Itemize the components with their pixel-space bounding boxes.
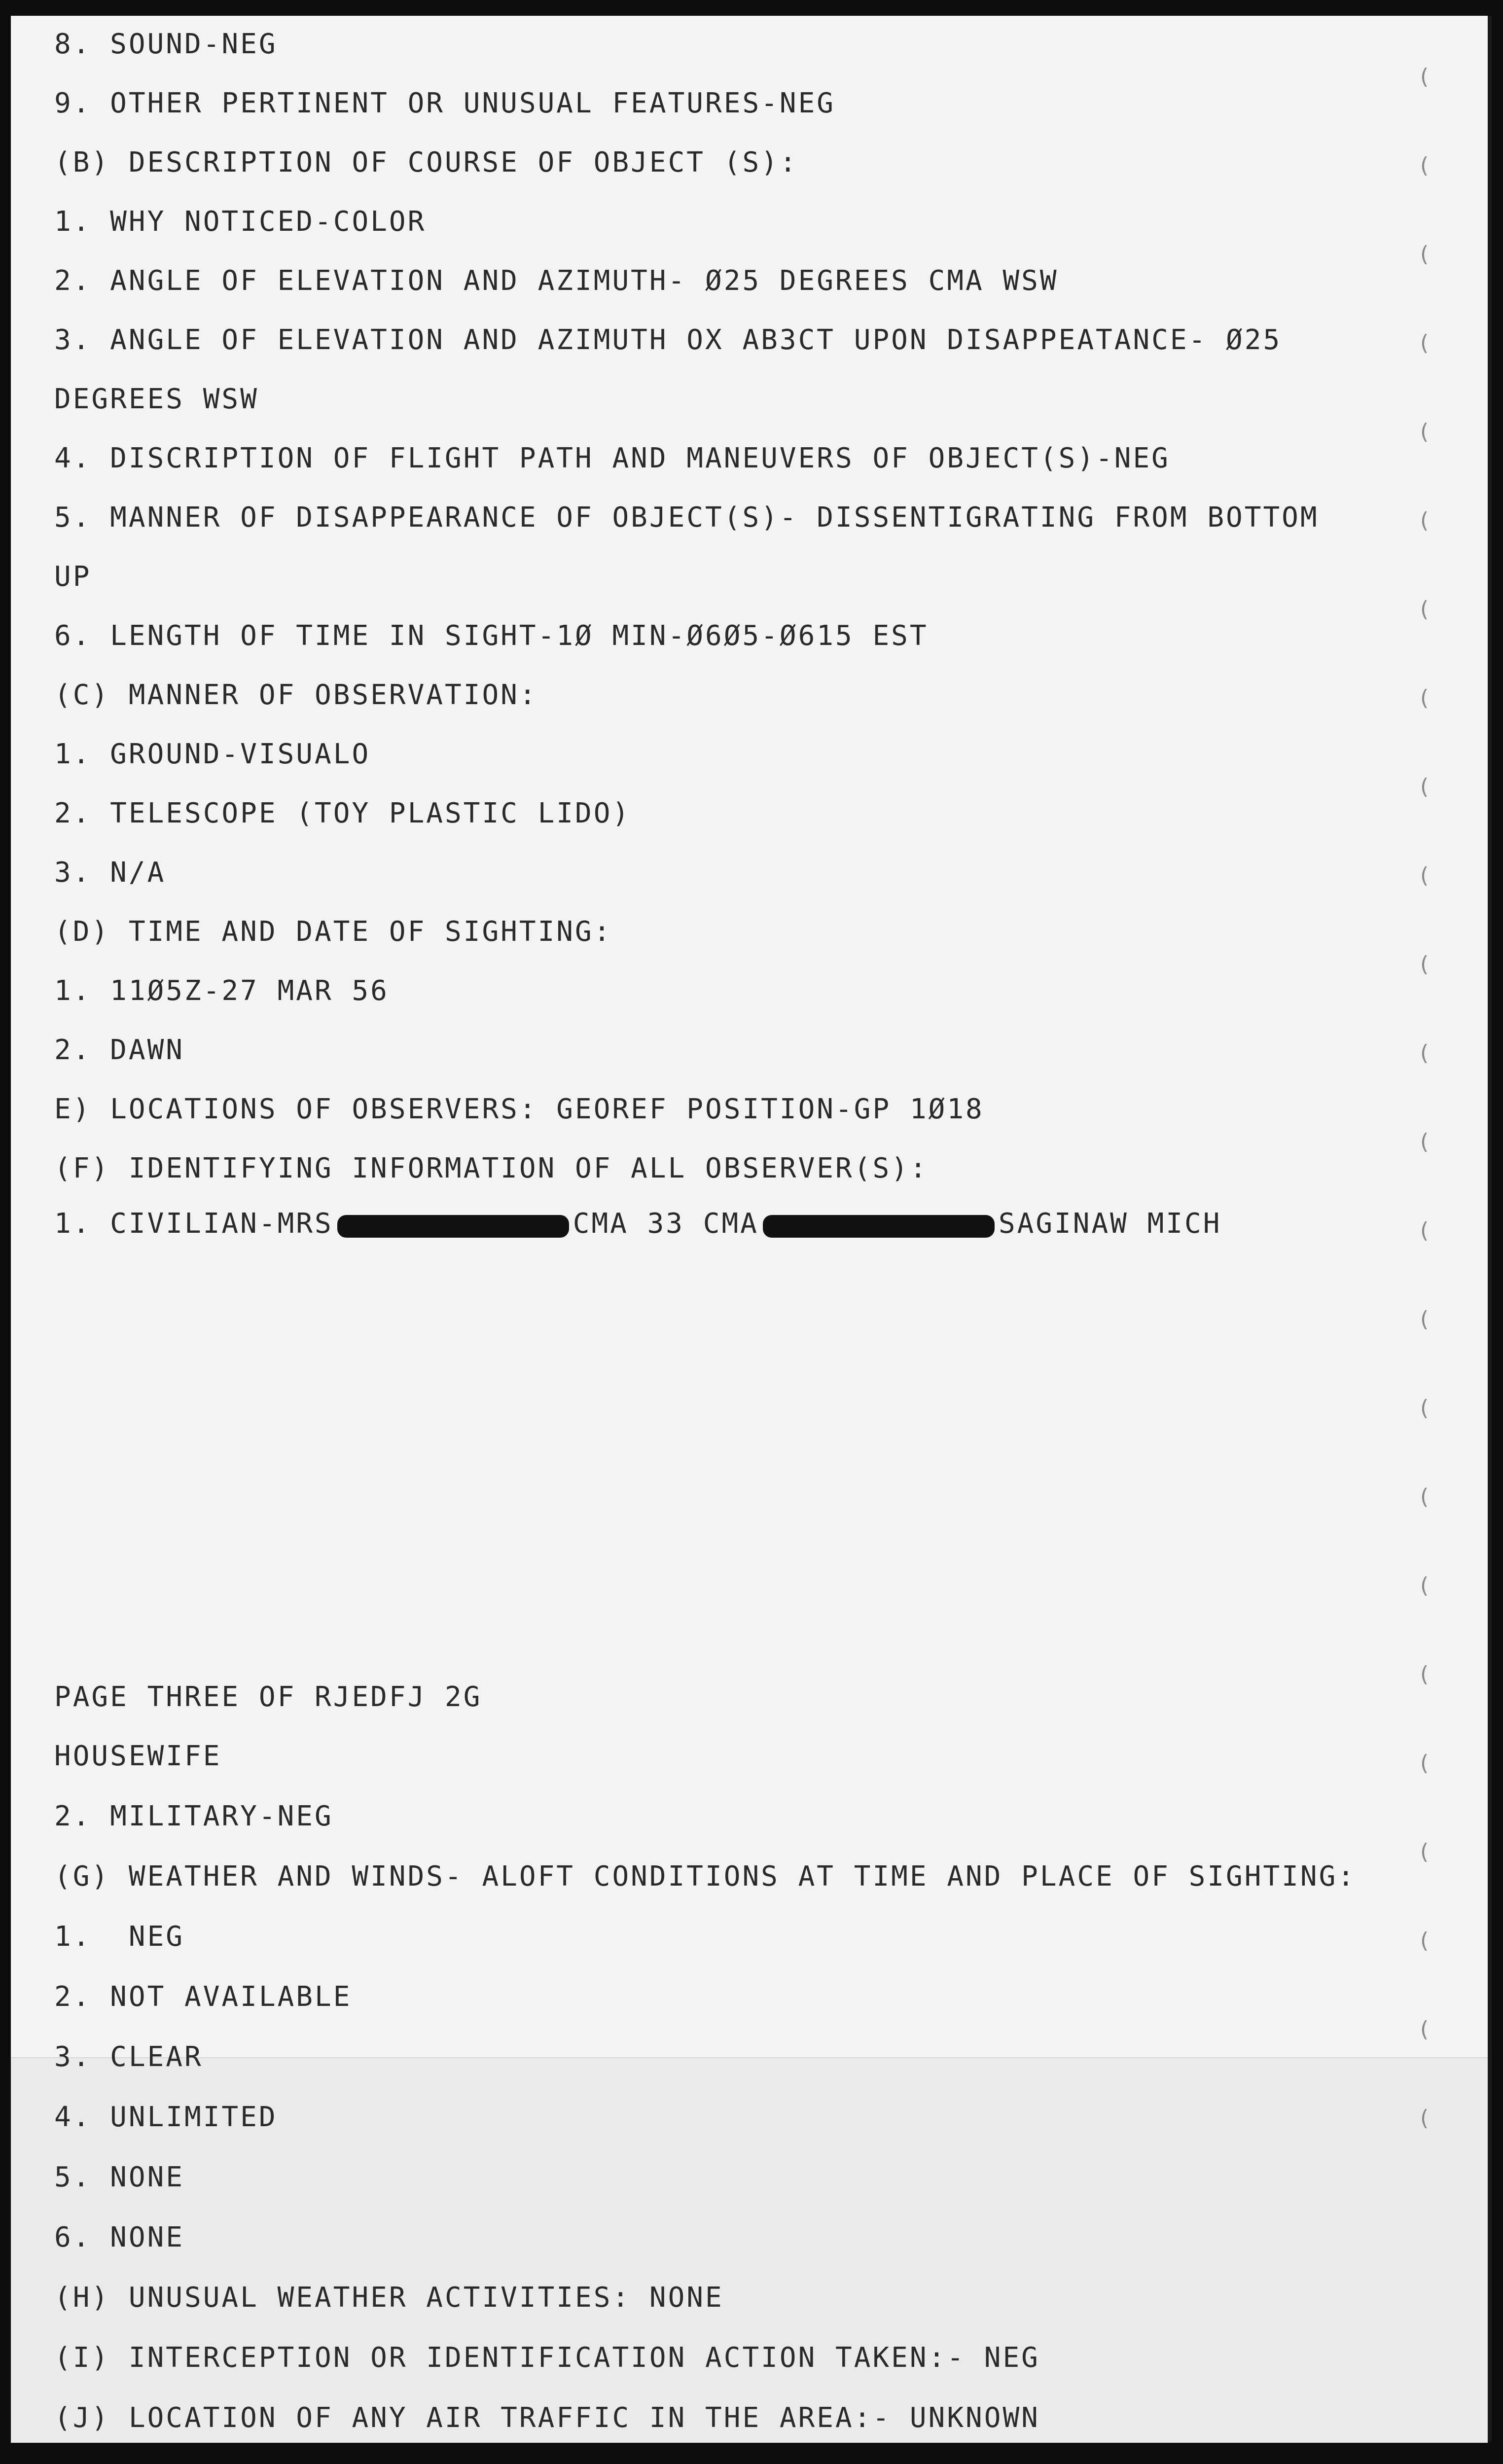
feed-hole-mark: (: [1420, 1129, 1429, 1154]
text-line: 1. NEG: [54, 1921, 185, 1953]
text-line: DEGREES WSW: [54, 383, 259, 415]
text-line: 1. WHY NOTICED-COLOR: [54, 206, 427, 238]
feed-hole-mark: (: [1420, 1040, 1429, 1066]
text-line: 4. DISCRIPTION OF FLIGHT PATH AND MANEUVERS OF OBJECT(S)-NEG: [54, 442, 1170, 474]
text-line: 5. NONE: [54, 2161, 185, 2193]
text-line: 1. GROUND-VISUALO: [54, 738, 371, 770]
page-header: PAGE THREE OF RJEDFJ 2G: [54, 1681, 482, 1713]
feed-hole-mark: (: [1420, 1307, 1429, 1332]
feed-hole-mark: (: [1420, 1395, 1429, 1421]
text-line: (F) IDENTIFYING INFORMATION OF ALL OBSERVER(S):: [54, 1152, 929, 1184]
feed-hole-mark: (: [1420, 1218, 1429, 1243]
feed-hole-mark: (: [1420, 774, 1429, 799]
text-line: 8. SOUND-NEG: [54, 28, 278, 60]
text-line: 2. TELESCOPE (TOY PLASTIC LIDO): [54, 797, 631, 829]
text-line: 3. ANGLE OF ELEVATION AND AZIMUTH OX AB3CT UPON DISAPPEATANCE- Ø25: [54, 324, 1282, 356]
text-line: 1. 11Ø5Z-27 MAR 56: [54, 975, 389, 1007]
text-line: (J) LOCATION OF ANY AIR TRAFFIC IN THE AREA:- UNKNOWN: [54, 2402, 1040, 2434]
text-line: 5. MANNER OF DISAPPEARANCE OF OBJECT(S)- DISSENTIGRATING FROM BOTTOM: [54, 501, 1319, 534]
text-line: (I) INTERCEPTION OR IDENTIFICATION ACTION TAKEN:- NEG: [54, 2342, 1040, 2374]
feed-hole-mark: (: [1420, 2106, 1429, 2131]
text-line: 2. NOT AVAILABLE: [54, 1981, 352, 2013]
feed-hole-mark: (: [1420, 64, 1429, 89]
feed-hole-mark: (: [1420, 1573, 1429, 1598]
text-line: 6. NONE: [54, 2221, 185, 2253]
text-line: 2. DAWN: [54, 1034, 185, 1066]
text-line: 9. OTHER PERTINENT OR UNUSUAL FEATURES-NEG: [54, 87, 836, 119]
feed-hole-mark: (: [1420, 242, 1429, 267]
text-line: 6. LENGTH OF TIME IN SIGHT-1Ø MIN-Ø6Ø5-Ø615 EST: [54, 620, 929, 652]
observer-middle: CMA 33 CMA: [573, 1208, 759, 1240]
feed-hole-mark: (: [1420, 685, 1429, 711]
text-line: (H) UNUSUAL WEATHER ACTIVITIES: NONE: [54, 2282, 724, 2314]
feed-hole-mark: (: [1420, 1662, 1429, 1687]
text-line: (B) DESCRIPTION OF COURSE OF OBJECT (S):: [54, 146, 798, 179]
text-line: (C) MANNER OF OBSERVATION:: [54, 679, 538, 711]
redaction-bar: [763, 1215, 995, 1238]
feed-hole-mark: (: [1420, 1750, 1429, 1776]
text-line: 4. UNLIMITED: [54, 2101, 278, 2133]
feed-hole-mark: (: [1420, 1484, 1429, 1509]
text-line: HOUSEWIFE: [54, 1740, 222, 1772]
text-line: UP: [54, 561, 92, 593]
feed-hole-mark: (: [1420, 1928, 1429, 1953]
feed-hole-mark: (: [1420, 508, 1429, 533]
feed-hole-mark: (: [1420, 597, 1429, 622]
feed-hole-mark: (: [1420, 330, 1429, 356]
feed-hole-mark: (: [1420, 2017, 1429, 2042]
observer-line: [54, 1208, 1221, 1240]
text-line: E) LOCATIONS OF OBSERVERS: GEOREF POSITION-GP 1Ø18: [54, 1093, 984, 1125]
feed-hole-mark: (: [1420, 419, 1429, 444]
observer-suffix: SAGINAW MICH: [998, 1208, 1222, 1240]
text-line: 2. MILITARY-NEG: [54, 1800, 333, 1832]
text-line: (G) WEATHER AND WINDS- ALOFT CONDITIONS AT TIME AND PLACE OF SIGHTING:: [54, 1860, 1357, 1893]
observer-prefix: 1. CIVILIAN-MRS: [54, 1208, 333, 1240]
feed-hole-mark: (: [1420, 153, 1429, 178]
feed-hole-mark: (: [1420, 863, 1429, 888]
redaction-bar: [337, 1215, 569, 1238]
feed-hole-mark: (: [1420, 1839, 1429, 1864]
text-line: 3. CLEAR: [54, 2041, 203, 2073]
feed-hole-mark: (: [1420, 952, 1429, 977]
text-line: (D) TIME AND DATE OF SIGHTING:: [54, 916, 612, 948]
text-line: 2. ANGLE OF ELEVATION AND AZIMUTH- Ø25 DEGREES CMA WSW: [54, 265, 1059, 297]
text-line: 3. N/A: [54, 857, 166, 889]
